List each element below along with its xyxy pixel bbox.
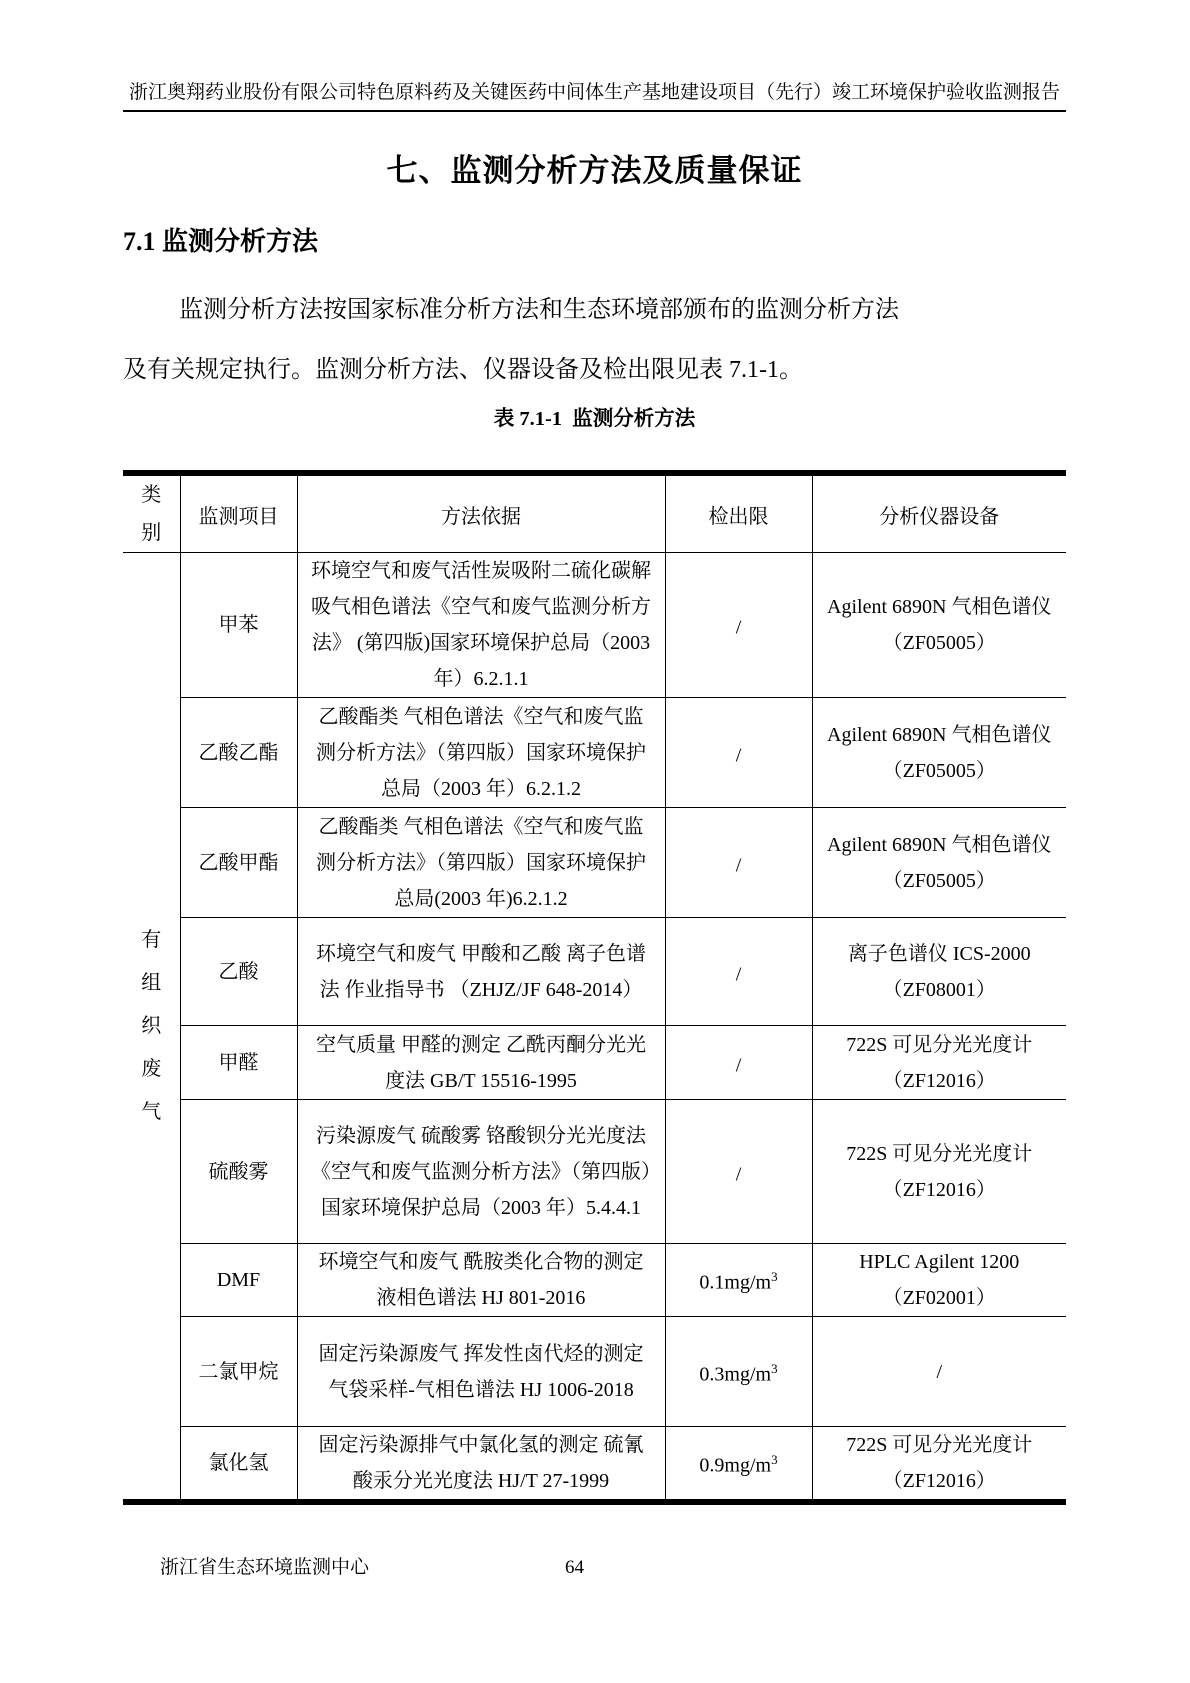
cell-limit: $0.1mg/m^3$: [665, 1244, 812, 1317]
cell-limit: /: [665, 553, 812, 698]
cell-limit: /: [665, 698, 812, 808]
cell-limit: $0.9mg/m^3$: [665, 1427, 812, 1503]
table-row: [123, 1317, 1066, 1427]
table-row: [123, 918, 1066, 1026]
header-instrument: 分析仪器设备: [812, 473, 1066, 553]
table-header-row: [123, 473, 1066, 553]
cell-method: 污染源废气 硫酸雾 铬酸钡分光光度法《空气和废气监测分析方法》（第四版）国家环境保护总局（2003 年）5.4.4.1: [297, 1100, 665, 1244]
chapter-title: 七、监测分析方法及质量保证: [386, 153, 803, 188]
cell-instrument: 722S 可见分光光度计（ZF12016）: [812, 1100, 1066, 1244]
table-row: [123, 698, 1066, 808]
table-row: [123, 553, 1066, 698]
cell-item: DMF: [180, 1244, 297, 1317]
table-row: [123, 1427, 1066, 1503]
body-paragraph-line-2: 及有关规定执行。监测分析方法、仪器设备及检出限见表 7.1-1。: [123, 357, 803, 383]
cell-method: 环境空气和废气活性炭吸附二硫化碳解吸气相色谱法《空气和废气监测分析方法》 (第四版)国家环境保护总局（2003 年）6.2.1.1: [297, 553, 665, 698]
header-item: 监测项目: [180, 473, 297, 553]
monitoring-methods-table: [123, 470, 1066, 1505]
header-limit: 检出限: [665, 473, 812, 553]
cell-limit: $0.3mg/m^3$: [665, 1317, 812, 1427]
running-header: 浙江奥翔药业股份有限公司特色原料药及关键医药中间体生产基地建设项目（先行）竣工环境保护验收监测报告: [128, 82, 1060, 103]
cell-item: 二氯甲烷: [180, 1317, 297, 1427]
category-cell: [123, 553, 180, 1503]
cell-item: 乙酸: [180, 918, 297, 1026]
cell-limit: /: [665, 808, 812, 918]
cell-instrument: Agilent 6890N 气相色谱仪（ZF05005）: [812, 808, 1066, 918]
table-row: [123, 1100, 1066, 1244]
table-caption: 表 7.1-1 监测分析方法: [493, 408, 696, 430]
table-row: [123, 1244, 1066, 1317]
cell-item: 氯化氢: [180, 1427, 297, 1503]
cell-method: 固定污染源排气中氯化氢的测定 硫氰酸汞分光光度法 HJ/T 27-1999: [297, 1427, 665, 1503]
cell-method: 环境空气和废气 酰胺类化合物的测定 液相色谱法 HJ 801-2016: [297, 1244, 665, 1317]
category-label: 有组织废气: [141, 928, 162, 1123]
cell-method: 固定污染源废气 挥发性卤代烃的测定 气袋采样-气相色谱法 HJ 1006-2018: [297, 1317, 665, 1427]
cell-instrument: /: [812, 1317, 1066, 1427]
header-category-label: 类别: [141, 484, 162, 544]
cell-instrument: HPLC Agilent 1200（ZF02001）: [812, 1244, 1066, 1317]
header-method: 方法依据: [297, 473, 665, 553]
page-number: 64: [565, 1557, 584, 1578]
cell-instrument: Agilent 6890N 气相色谱仪（ZF05005）: [812, 698, 1066, 808]
cell-limit: /: [665, 1100, 812, 1244]
page-footer: [160, 1556, 1066, 1580]
cell-instrument: Agilent 6890N 气相色谱仪（ZF05005）: [812, 553, 1066, 698]
section-heading: 7.1 监测分析方法: [123, 227, 319, 256]
footer-org: 浙江省生态环境监测中心: [160, 1557, 370, 1578]
cell-method: 乙酸酯类 气相色谱法《空气和废气监测分析方法》（第四版）国家环境保护总局（2003 年）6.2.1.2: [297, 698, 665, 808]
table-row: [123, 808, 1066, 918]
cell-item: 乙酸乙酯: [180, 698, 297, 808]
cell-method: 乙酸酯类 气相色谱法《空气和废气监测分析方法》（第四版）国家环境保护总局(2003 年)6.2.1.2: [297, 808, 665, 918]
cell-limit: /: [665, 1026, 812, 1100]
cell-method: 空气质量 甲醛的测定 乙酰丙酮分光光度法 GB/T 15516-1995: [297, 1026, 665, 1100]
cell-item: 硫酸雾: [180, 1100, 297, 1244]
cell-limit: /: [665, 918, 812, 1026]
table-row: [123, 1026, 1066, 1100]
cell-item: 甲苯: [180, 553, 297, 698]
cell-method: 环境空气和废气 甲酸和乙酸 离子色谱法 作业指导书 （ZHJZ/JF 648-2014）: [297, 918, 665, 1026]
header-rule: [123, 110, 1066, 112]
cell-instrument: 离子色谱仪 ICS-2000（ZF08001）: [812, 918, 1066, 1026]
cell-item: 乙酸甲酯: [180, 808, 297, 918]
cell-instrument: 722S 可见分光光度计（ZF12016）: [812, 1427, 1066, 1503]
body-paragraph-line-1: 监测分析方法按国家标准分析方法和生态环境部颁布的监测分析方法: [179, 297, 899, 323]
header-category: [123, 473, 180, 553]
cell-item: 甲醛: [180, 1026, 297, 1100]
cell-instrument: 722S 可见分光光度计（ZF12016）: [812, 1026, 1066, 1100]
